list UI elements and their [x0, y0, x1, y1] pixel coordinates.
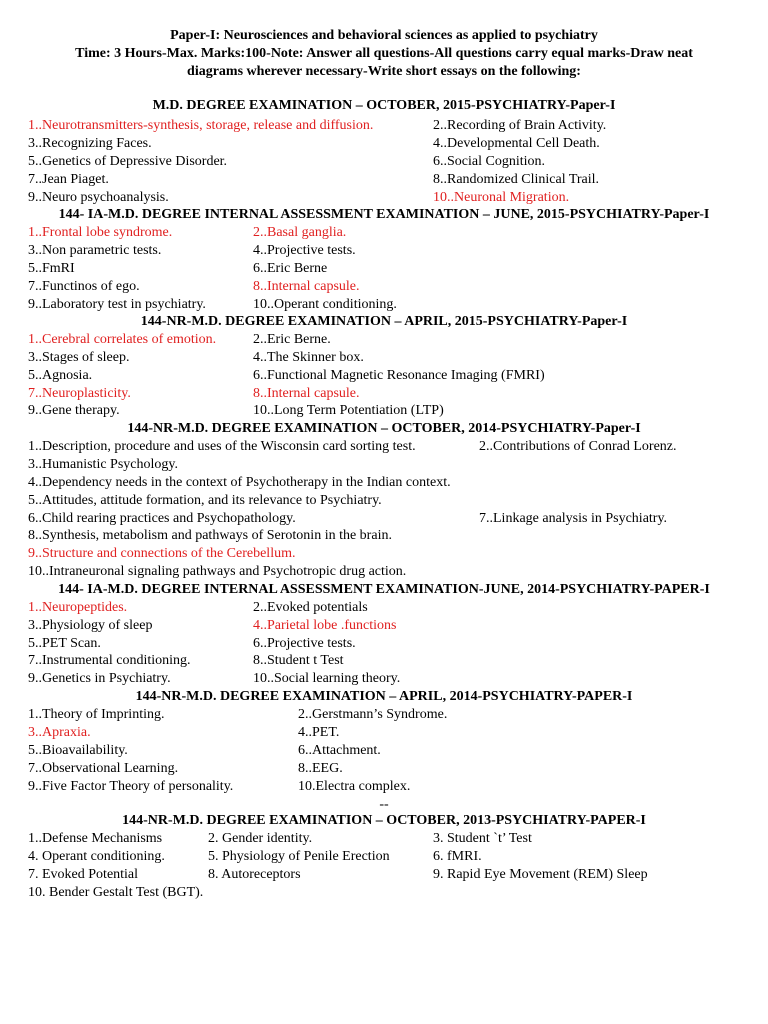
question-item: 9..Gene therapy. [28, 403, 120, 418]
question-item: 7..Instrumental conditioning. [28, 653, 191, 668]
question-item: 8. Autoreceptors [208, 867, 301, 882]
question-item: 6..Social Cognition. [433, 154, 545, 169]
section-title: 144-NR-M.D. DEGREE EXAMINATION – OCTOBER, 2014-PSYCHIATRY-Paper-I [127, 421, 641, 436]
question-item: 1..Description, procedure and uses of the Wisconsin card sorting test. [28, 439, 416, 454]
question-item: 3..Physiology of sleep [28, 618, 153, 633]
question-item: 7..Linkage analysis in Psychiatry. [479, 511, 668, 526]
question-item: 1..Neuropeptides. [28, 600, 128, 615]
question-item: 6..Functional Magnetic Resonance Imaging (FMRI) [253, 368, 545, 383]
question-item: 6..Attachment. [298, 743, 381, 758]
question-item: 9..Five Factor Theory of personality. [28, 779, 234, 794]
question-item: 2. Gender identity. [208, 831, 313, 846]
question-item: 7. Evoked Potential [28, 867, 139, 882]
question-item: 10..Social learning theory. [253, 671, 401, 686]
question-item: 3..Apraxia. [28, 725, 91, 740]
question-item: 2..Recording of Brain Activity. [433, 118, 607, 133]
question-item: 7..Observational Learning. [28, 761, 179, 776]
section-title: 144- IA-M.D. DEGREE INTERNAL ASSESSMENT EXAMINATION-JUNE, 2014-PSYCHIATRY-PAPER-I [58, 582, 710, 597]
question-item: 8..Internal capsule. [253, 279, 360, 294]
question-item: 5..FmRI [28, 261, 75, 276]
question-item: 9. Rapid Eye Movement (REM) Sleep [433, 867, 648, 882]
question-item: 8..EEG. [298, 761, 343, 776]
question-item: 5. Physiology of Penile Erection [208, 849, 390, 864]
question-item: 6..Projective tests. [253, 636, 356, 651]
question-item: 7..Jean Piaget. [28, 172, 109, 187]
question-item: 9..Genetics in Psychiatry. [28, 671, 171, 686]
question-item: 10..Neuronal Migration. [433, 190, 570, 205]
instructions-line-1: Time: 3 Hours-Max. Marks:100-Note: Answer all questions-All questions carry equal marks-Draw neat [75, 46, 693, 61]
question-item: 9..Neuro psychoanalysis. [28, 190, 169, 205]
question-item: 1..Theory of Imprinting. [28, 707, 165, 722]
question-item: 1..Frontal lobe syndrome. [28, 225, 173, 240]
question-item: 4..PET. [298, 725, 340, 740]
question-item: 3..Humanistic Psychology. [28, 457, 178, 472]
question-item: 3. Student `t’ Test [433, 831, 532, 846]
question-item: 9..Laboratory test in psychiatry. [28, 297, 206, 312]
paper-title: Paper-I: Neurosciences and behavioral sciences as applied to psychiatry [170, 28, 598, 43]
question-item: 1..Defense Mechanisms [28, 831, 163, 846]
question-item: 4. Operant conditioning. [28, 849, 165, 864]
separator: -- [379, 797, 389, 812]
question-item: 6. fMRI. [433, 849, 482, 864]
question-item: 4..The Skinner box. [253, 350, 364, 365]
question-item: 2..Contributions of Conrad Lorenz. [479, 439, 677, 454]
question-item: 10. Bender Gestalt Test (BGT). [28, 885, 204, 900]
question-item: 2..Eric Berne. [253, 332, 331, 347]
question-item: 6..Child rearing practices and Psychopathology. [28, 511, 296, 526]
question-item: 10.Electra complex. [298, 779, 411, 794]
question-item: 1..Cerebral correlates of emotion. [28, 332, 217, 347]
question-item: 1..Neurotransmitters-synthesis, storage, release and diffusion. [28, 118, 374, 133]
question-item: 3..Non parametric tests. [28, 243, 162, 258]
question-item: 2..Basal ganglia. [253, 225, 347, 240]
section-title: M.D. DEGREE EXAMINATION – OCTOBER, 2015-PSYCHIATRY-Paper-I [152, 98, 616, 113]
question-item: 8..Student t Test [253, 653, 344, 668]
question-item: 7..Functinos of ego. [28, 279, 140, 294]
question-item: 8..Internal capsule. [253, 386, 360, 401]
question-item: 4..Parietal lobe .functions [253, 618, 397, 633]
question-item: 5..Genetics of Depressive Disorder. [28, 154, 228, 169]
question-item: 8..Randomized Clinical Trail. [433, 172, 600, 187]
section-title: 144-NR-M.D. DEGREE EXAMINATION – APRIL, 2014-PSYCHIATRY-PAPER-I [135, 689, 633, 704]
question-item: 2..Evoked potentials [253, 600, 368, 615]
question-item: 3..Recognizing Faces. [28, 136, 152, 151]
question-item: 9..Structure and connections of the Cerebellum. [28, 546, 296, 561]
question-item: 2..Gerstmann’s Syndrome. [298, 707, 448, 722]
instructions-line-2: diagrams wherever necessary-Write short essays on the following: [187, 64, 581, 79]
section-title: 144- IA-M.D. DEGREE INTERNAL ASSESSMENT EXAMINATION – JUNE, 2015-PSYCHIATRY-Paper-I [58, 207, 710, 222]
question-item: 10..Long Term Potentiation (LTP) [253, 403, 444, 418]
section-title: 144-NR-M.D. DEGREE EXAMINATION – APRIL, 2015-PSYCHIATRY-Paper-I [140, 314, 628, 329]
question-item: 5..Attitudes, attitude formation, and its relevance to Psychiatry. [28, 493, 382, 508]
question-item: 4..Projective tests. [253, 243, 356, 258]
question-item: 4..Developmental Cell Death. [433, 136, 600, 151]
question-item: 5..PET Scan. [28, 636, 101, 651]
question-item: 3..Stages of sleep. [28, 350, 130, 365]
question-item: 4..Dependency needs in the context of Psychotherapy in the Indian context. [28, 475, 451, 490]
question-item: 10..Operant conditioning. [253, 297, 397, 312]
question-item: 8..Synthesis, metabolism and pathways of Serotonin in the brain. [28, 528, 392, 543]
question-item: 5..Agnosia. [28, 368, 93, 383]
section-title: 144-NR-M.D. DEGREE EXAMINATION – OCTOBER, 2013-PSYCHIATRY-PAPER-I [122, 813, 646, 828]
question-item: 6..Eric Berne [253, 261, 328, 276]
question-item: 10..Intraneuronal signaling pathways and Psychotropic drug action. [28, 564, 407, 579]
question-item: 7..Neuroplasticity. [28, 386, 131, 401]
question-item: 5..Bioavailability. [28, 743, 128, 758]
